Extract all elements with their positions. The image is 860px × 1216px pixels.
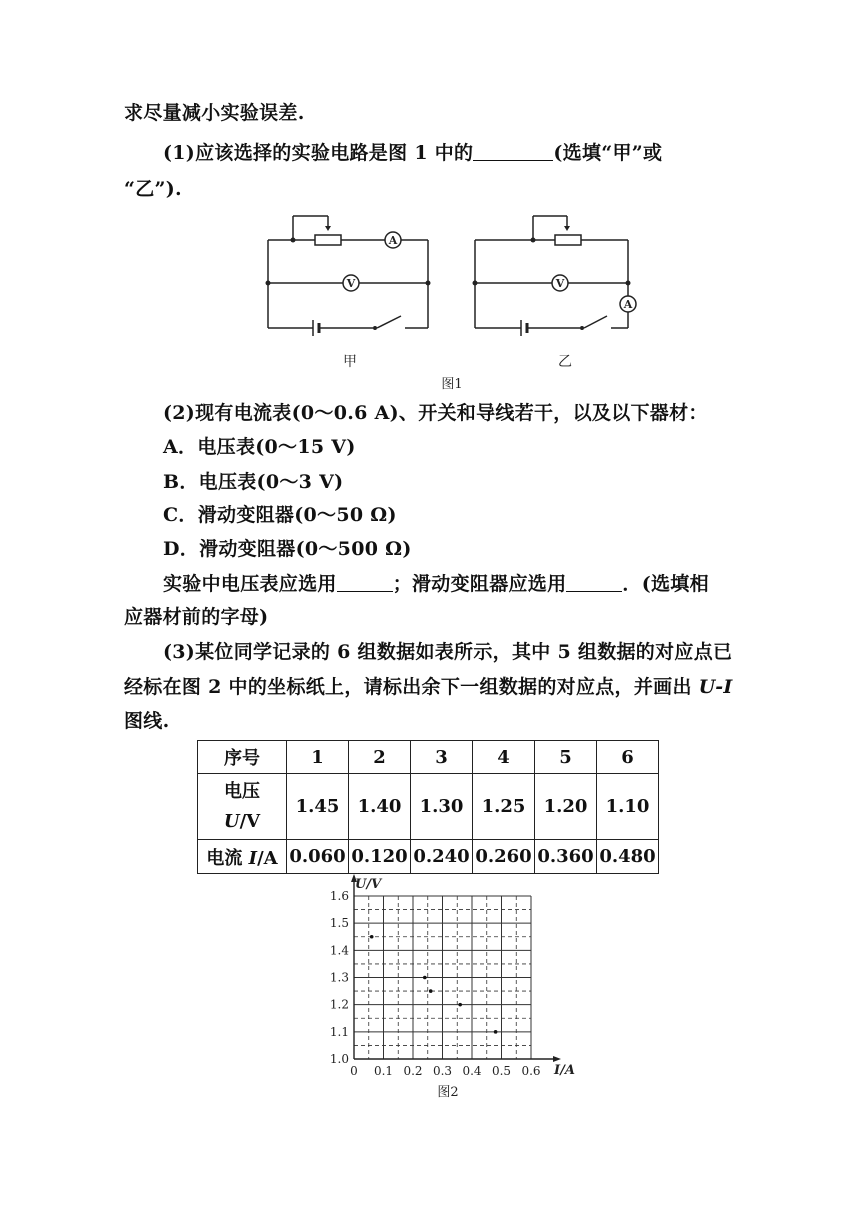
- answer-blank-1[interactable]: [473, 140, 553, 161]
- table-cell: 1.20: [535, 774, 597, 840]
- table-cell: 5: [535, 741, 597, 774]
- voltage-label-cell: [198, 774, 287, 840]
- x-tick-label: 0: [350, 1064, 358, 1078]
- table-cell: 4: [473, 741, 535, 774]
- figure-1-caption: 图1: [441, 377, 463, 392]
- q1-prefix: (1)应该选择的实验电路是图 1 中的: [163, 142, 474, 164]
- header-label-cell: 序号: [198, 741, 287, 774]
- current-unit: /A: [257, 847, 278, 869]
- ammeter-symbol-right: A: [623, 298, 633, 311]
- q3-line2-text: 经标在图 2 中的坐标纸上，请标出余下一组数据的对应点，并画出: [124, 676, 699, 698]
- y-axis-label: U/V: [355, 877, 382, 892]
- option-c: C．滑动变阻器(0～50 Ω): [163, 504, 397, 526]
- table-cell: 0.240: [411, 840, 473, 874]
- figure-1-circuits: [255, 208, 655, 396]
- x-tick-label: 0.6: [521, 1064, 541, 1078]
- data-point: [370, 935, 374, 939]
- q3-line2: [124, 672, 744, 702]
- option-d: D．滑动变阻器(0～500 Ω): [163, 538, 412, 560]
- q2-fill-text-1: 实验中电压表应选用: [163, 573, 337, 595]
- voltage-unit: /V: [239, 810, 261, 832]
- current-symbol: I: [248, 847, 258, 869]
- current-label-cell: [198, 840, 287, 874]
- y-tick-label: 1.6: [329, 889, 349, 903]
- voltage-symbol: U: [223, 810, 240, 832]
- question-1: [163, 138, 783, 168]
- data-point: [429, 989, 433, 993]
- voltmeter-symbol-right: V: [555, 277, 565, 290]
- figure-2-ui-graph: [322, 874, 592, 1104]
- y-tick-label: 1.4: [329, 943, 349, 958]
- table-row-index: [198, 741, 659, 774]
- table-cell: 0.260: [473, 840, 535, 874]
- q3-line1: (3)某位同学记录的 6 组数据如表所示，其中 5 组数据的对应点已: [163, 641, 733, 663]
- table-cell: 0.060: [287, 840, 349, 874]
- label-yi: 乙: [558, 354, 572, 370]
- ammeter-symbol-left: A: [388, 234, 398, 247]
- x-axis-arrow: [553, 1056, 561, 1062]
- table-cell: 1.45: [287, 774, 349, 840]
- label-jia: 甲: [343, 354, 357, 370]
- table-cell: 1: [287, 741, 349, 774]
- table-cell: 3: [411, 741, 473, 774]
- table-cell: 1.40: [349, 774, 411, 840]
- y-tick-label: 1.3: [329, 970, 349, 985]
- q2-fill-text-3: ．(选填相: [622, 573, 709, 595]
- table-row-current: [198, 840, 659, 874]
- y-tick-label: 1.0: [329, 1052, 349, 1066]
- q3-ui-label: U-I: [698, 676, 733, 698]
- y-tick-label: 1.5: [329, 916, 349, 931]
- table-row-voltage: [198, 774, 659, 840]
- q2-fill-line2: 应器材前的字母): [124, 606, 269, 628]
- q3-line3: 图线.: [124, 710, 170, 732]
- voltmeter-choice-blank[interactable]: [337, 571, 393, 592]
- voltmeter-symbol-left: V: [346, 277, 356, 290]
- table-cell: 0.360: [535, 840, 597, 874]
- table-cell: 0.120: [349, 840, 411, 874]
- y-tick-label: 1.1: [329, 1024, 349, 1039]
- rheostat-choice-blank[interactable]: [566, 571, 622, 592]
- y-tick-label: 1.2: [329, 997, 349, 1012]
- voltage-label-text: 电压: [224, 780, 260, 802]
- q2-fill: [163, 569, 783, 599]
- figure-2-caption: 图2: [437, 1085, 459, 1100]
- data-point: [494, 1030, 498, 1034]
- q2-stem: (2)现有电流表(0～0.6 A)、开关和导线若干，以及以下器材：: [163, 402, 708, 424]
- table-cell: 6: [597, 741, 659, 774]
- x-tick-label: 0.1: [373, 1064, 394, 1078]
- option-a: A．电压表(0～15 V): [163, 436, 356, 458]
- x-tick-label: 0.3: [432, 1064, 453, 1078]
- data-table: [197, 740, 659, 874]
- data-point: [458, 1003, 462, 1007]
- q1-suffix: (选填“甲”或: [553, 142, 663, 164]
- q1-line2: “乙”).: [124, 178, 182, 200]
- x-tick-label: 0.5: [491, 1064, 512, 1078]
- table-cell: 0.480: [597, 840, 659, 874]
- table-cell: 1.30: [411, 774, 473, 840]
- x-tick-label: 0.4: [462, 1064, 482, 1078]
- x-axis-label: I/A: [554, 1063, 575, 1078]
- option-b: B．电压表(0～3 V): [163, 471, 344, 493]
- current-label-text: 电流: [206, 847, 249, 869]
- data-point: [423, 976, 427, 980]
- table-cell: 1.25: [473, 774, 535, 840]
- x-tick-label: 0.2: [403, 1064, 423, 1078]
- intro-line: 求尽量减小实验误差.: [124, 102, 305, 124]
- table-cell: 2: [349, 741, 411, 774]
- table-cell: 1.10: [597, 774, 659, 840]
- q2-fill-text-2: ；滑动变阻器应选用: [392, 573, 567, 595]
